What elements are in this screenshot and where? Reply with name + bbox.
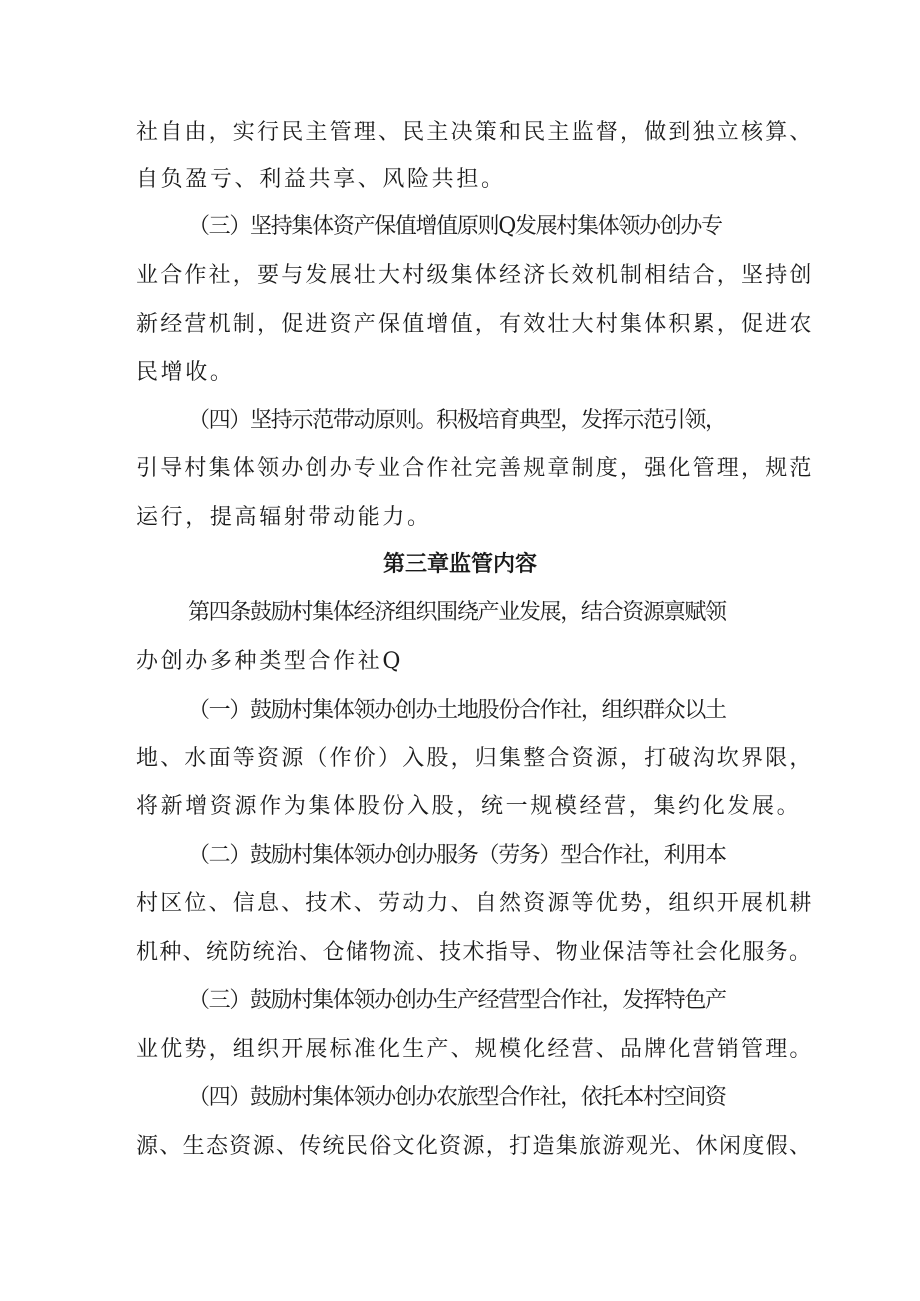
paragraph-line: 地、水面等资源（作价）入股，归集整合资源，打破沟坎界限， (136, 746, 814, 771)
paragraph-line: 第四条鼓励村集体经济组织围绕产业发展，结合资源禀赋领 (188, 600, 726, 625)
paragraph-line: 将新增资源作为集体股份入股，统一规模经营，集约化发展。 (136, 794, 802, 819)
paragraph-line: 民增收。 (136, 360, 235, 385)
paragraph-line: 机种、统防统治、仓储物流、技术指导、物业保洁等社会化服务。 (136, 940, 813, 965)
paragraph-line: 社自由，实行民主管理、民主决策和民主监督，做到独立核算、 (136, 120, 814, 145)
paragraph-line: 村区位、信息、技术、劳动力、自然资源等优势，组织开展机耕 (136, 891, 814, 916)
paragraph-line: （三）鼓励村集体领办创办生产经营型合作社，发挥特色产 (188, 988, 726, 1013)
paragraph-line: 自负盈亏、利益共享、风险共担。 (136, 167, 506, 192)
paragraph-line: 业合作社，要与发展壮大村级集体经济长效机制相结合，坚持创 (136, 263, 814, 288)
paragraph-line: 办创办多种类型合作社Q (136, 649, 404, 674)
paragraph-line: （一）鼓励村集体领办创办土地股份合作社，组织群众以土 (188, 698, 726, 723)
paragraph-line: 业优势，组织开展标准化生产、规模化经营、品牌化营销管理。 (136, 1037, 814, 1062)
paragraph-line: （四）鼓励村集体领办创办农旅型合作社，依托本村空间资 (188, 1085, 726, 1110)
chapter-heading: 第三章监管内容 (382, 552, 537, 577)
paragraph-line: 运行，提高辐射带动能力。 (136, 505, 432, 530)
paragraph-line: 源、生态资源、传统民俗文化资源，打造集旅游观光、休闲度假、 (136, 1134, 813, 1159)
paragraph-line: 引导村集体领办创办专业合作社完善规章制度，强化管理，规范 (136, 456, 814, 481)
paragraph-line: （二）鼓励村集体领办创办服务（劳务）型合作社，利用本 (188, 843, 726, 868)
paragraph-line: （四）坚持示范带动原则。积极培育典型，发挥示范引领， (188, 408, 726, 433)
paragraph-line: 新经营机制，促进资产保值增值，有效壮大村集体积累，促进农 (136, 312, 814, 337)
paragraph-line: （三）坚持集体资产保值增值原则Q发展村集体领办创办专 (188, 214, 722, 239)
